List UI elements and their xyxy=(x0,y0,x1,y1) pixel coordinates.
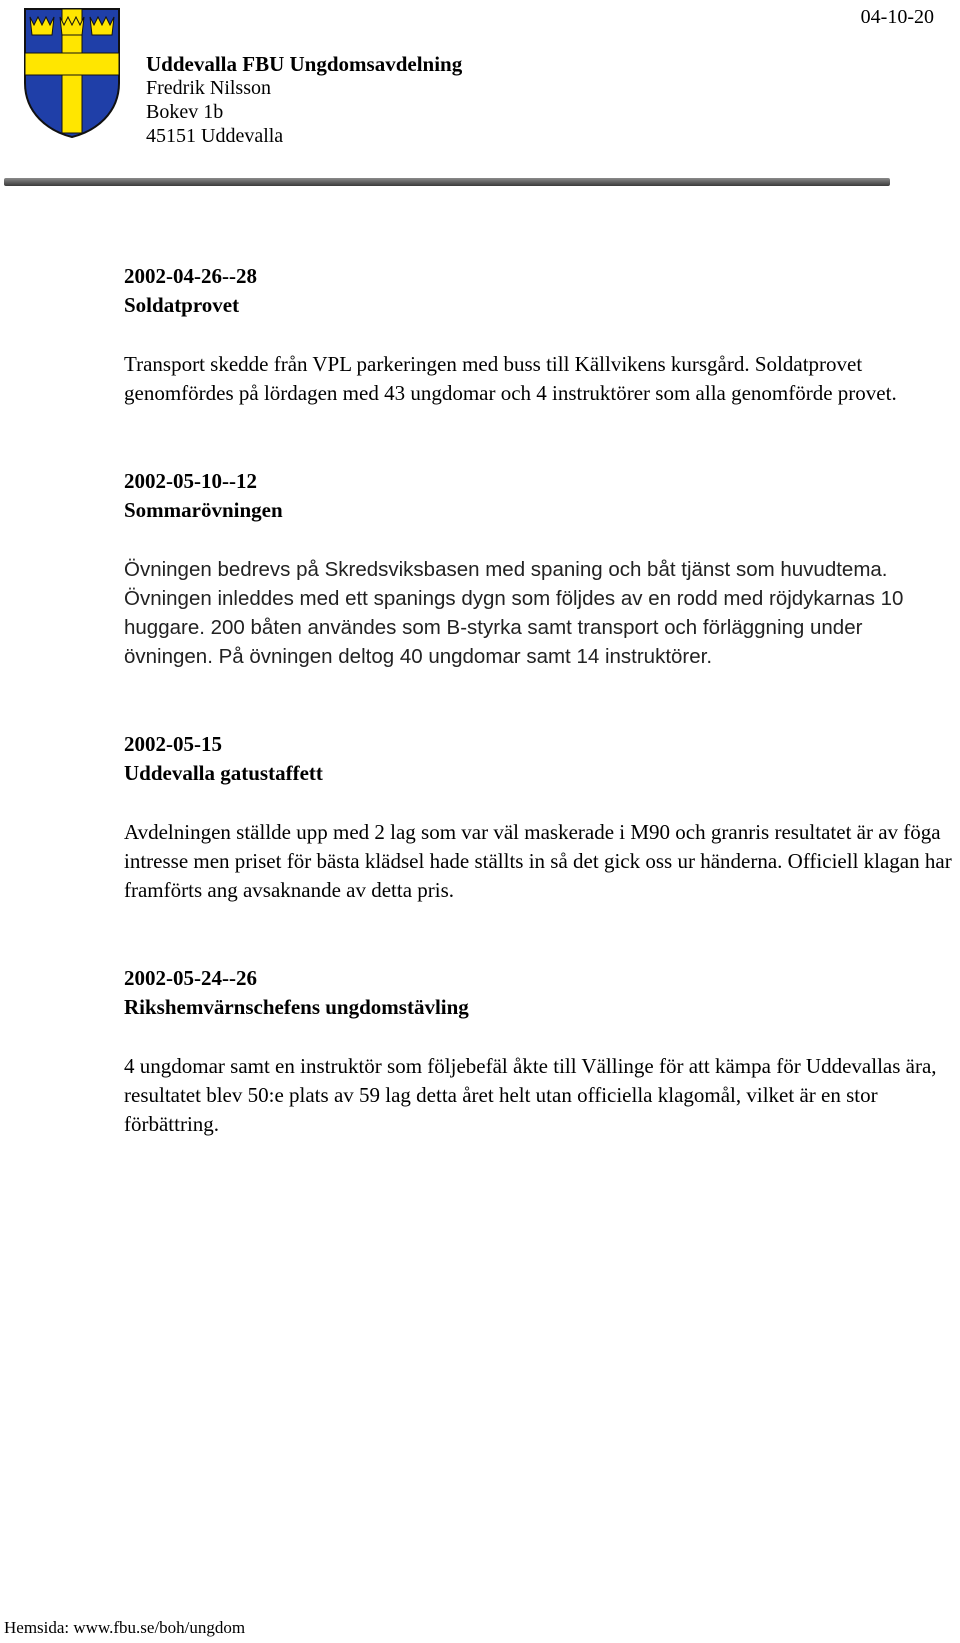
page-date: 04-10-20 xyxy=(860,6,934,28)
entry xyxy=(124,964,954,1139)
entry xyxy=(124,467,954,671)
entry-date: 2002-05-10--12 xyxy=(124,469,257,493)
header-divider xyxy=(4,178,890,186)
entry-paragraph: 4 ungdomar samt en instruktör som följebefäl åkte till Vällinge för att kämpa för Uddevallas ära, resultatet blev 50:e plats av 59 lag detta året helt utan officiella klagomål, vilket är en stor förbättring. xyxy=(124,1054,937,1136)
contact-name: Fredrik Nilsson xyxy=(146,77,271,99)
entry-title: Sommarövningen xyxy=(124,498,283,522)
entry xyxy=(124,730,954,905)
entry-title: Uddevalla gatustaffett xyxy=(124,761,323,785)
organization-name: Uddevalla FBU Ungdomsavdelning xyxy=(146,52,463,76)
entry-title: Soldatprovet xyxy=(124,293,240,317)
entry-paragraph: Transport skedde från VPL parkeringen med buss till Källvikens kursgård. Soldatprovet genomfördes på lördagen med 43 ungdomar och 4 instruktörer som alla genomförde provet. xyxy=(124,352,897,405)
entry-date: 2002-05-15 xyxy=(124,732,222,756)
footer-homepage: Hemsida: www.fbu.se/boh/ungdom xyxy=(4,1618,246,1637)
entry-paragraph: Avdelningen ställde upp med 2 lag som var väl maskerade i M90 och granris resultatet är av föga intresse men priset för bästa klädsel hade ställts in så det gick oss ur händerna. Officiell klagan har framförts ang avsaknande av detta pris. xyxy=(124,820,952,902)
sender-address-block xyxy=(146,52,462,148)
entry-date: 2002-05-24--26 xyxy=(124,966,257,990)
city-address: 45151 Uddevalla xyxy=(146,125,284,147)
street-address: Bokev 1b xyxy=(146,101,224,123)
entry-paragraph: Övningen inleddes med ett spanings dygn som följdes av en rodd med röjdykarnas 10 huggare. 200 båten användes som B-styrka samt transport och förläggning under övningen. På övningen deltog 40 ungdomar samt 14 instruktörer. xyxy=(124,587,904,668)
entry-title: Rikshemvärnschefens ungdomstävling xyxy=(124,995,469,1019)
document-body xyxy=(124,262,954,1198)
entry xyxy=(124,262,954,408)
coat-of-arms-logo xyxy=(22,5,122,140)
entry-date: 2002-04-26--28 xyxy=(124,264,257,288)
entry-paragraph: Övningen bedrevs på Skredsviksbasen med spaning och båt tjänst som huvudtema. xyxy=(124,558,888,581)
